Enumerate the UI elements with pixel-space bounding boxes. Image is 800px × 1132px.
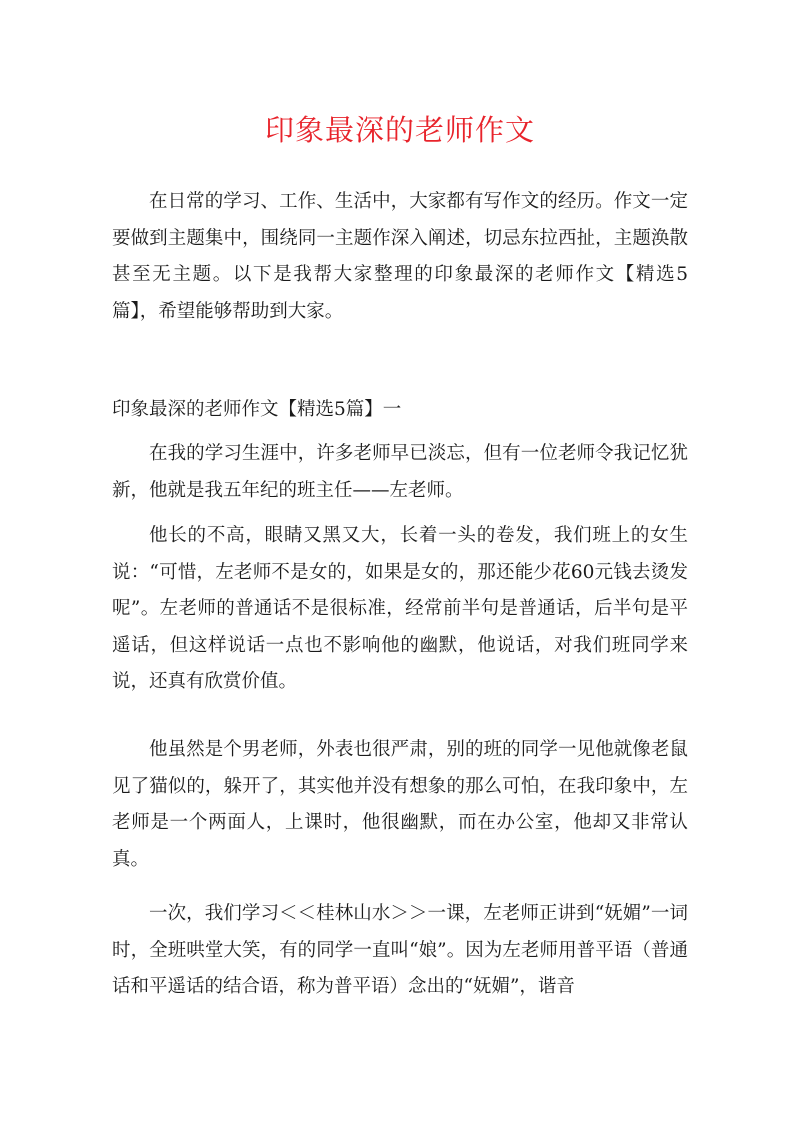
body-paragraph-1: 在我的学习生涯中，许多老师早已淡忘，但有一位老师令我记忆犹新，他就是我五年纪的班主任——左老师。 xyxy=(112,443,688,501)
body-paragraph-3: 他虽然是个男老师，外表也很严肃，别的班的同学一见他就像老鼠见了猫似的，躲开了，其实他并没有想象的那么可怕，在我印象中，左老师是一个两面人，上课时，他很幽默，而在办公室，他却又非常认真。 xyxy=(112,739,688,870)
page-title: 印象最深的老师作文 xyxy=(264,113,535,147)
body-paragraph-2: 他长的不高，眼睛又黑又大，长着一头的卷发，我们班上的女生说：“可惜，左老师不是女的，如果是女的，那还能少花60元钱去烫发呢”。左老师的普通话不是很标准，经常前半句是普通话，后半句是平遥话，但这样说话一点也不影响他的幽默，他说话，对我们班同学来说，还真有欣赏价值。 xyxy=(112,525,688,692)
intro-paragraph: 在日常的学习、工作、生活中，大家都有写作文的经历。作文一定要做到主题集中，围绕同一主题作深入阐述，切忌东拉西扯，主题涣散甚至无主题。以下是我帮大家整理的印象最深的老师作文【精选5篇】，希望能够帮助到大家。 xyxy=(112,191,688,322)
body-paragraph-4: 一次，我们学习＜＜桂林山水＞＞一课，左老师正讲到“妩媚”一词时，全班哄堂大笑，有的同学一直叫“娘”。因为左老师用普平语（普通话和平遥话的结合语，称为普平语）念出的“妩媚”，谐音 xyxy=(112,903,688,997)
section-heading: 印象最深的老师作文【精选5篇】一 xyxy=(112,399,402,420)
